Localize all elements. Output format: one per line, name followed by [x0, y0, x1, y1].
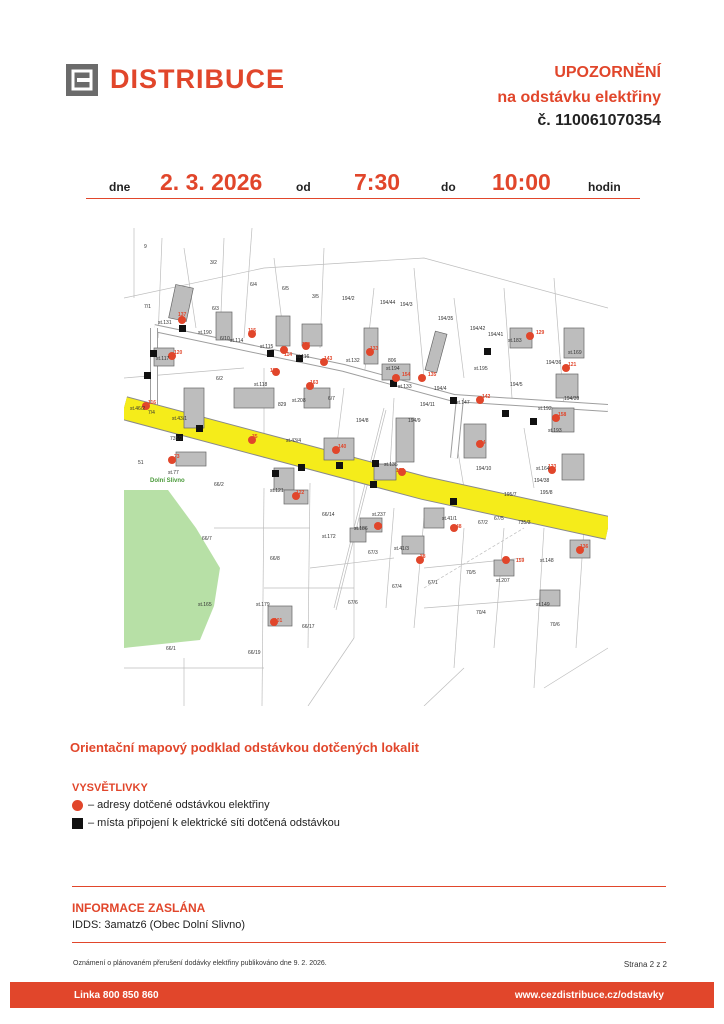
info-recipient: IDDS: 3amatz6 (Obec Dolní Slivno): [72, 919, 246, 931]
svg-text:194/5: 194/5: [510, 382, 523, 388]
svg-text:194/10: 194/10: [476, 466, 492, 472]
svg-text:67/2: 67/2: [478, 520, 488, 526]
svg-text:194/4: 194/4: [434, 386, 447, 392]
svg-text:st.237: st.237: [372, 512, 386, 518]
date-label: dne: [109, 180, 131, 194]
svg-text:806: 806: [388, 358, 397, 364]
svg-text:3/2: 3/2: [210, 260, 217, 266]
black-square-icon: [72, 818, 83, 829]
svg-text:st.194: st.194: [386, 366, 400, 372]
svg-text:122: 122: [296, 490, 305, 496]
svg-text:7/1: 7/1: [144, 304, 151, 310]
svg-text:st.179: st.179: [256, 602, 270, 608]
svg-text:st.77: st.77: [168, 470, 179, 476]
map-caption: Orientační mapový podklad odstávkou dotčených lokalit: [70, 740, 419, 755]
svg-text:142: 142: [482, 394, 491, 400]
svg-text:70/5: 70/5: [466, 570, 476, 576]
svg-text:113: 113: [270, 368, 279, 374]
svg-text:194/41: 194/41: [488, 332, 504, 338]
svg-text:st.116: st.116: [296, 354, 310, 360]
svg-text:st.41/1: st.41/1: [442, 516, 458, 522]
svg-text:67/3: 67/3: [368, 550, 378, 556]
svg-text:140: 140: [338, 444, 347, 450]
svg-text:829: 829: [278, 402, 287, 408]
svg-text:66/7: 66/7: [202, 536, 212, 542]
svg-text:st.208: st.208: [292, 398, 306, 404]
svg-text:st.133: st.133: [398, 384, 412, 390]
outage-date: 2. 3. 2026: [160, 169, 263, 195]
svg-text:st.193: st.193: [548, 428, 562, 434]
svg-text:st.147: st.147: [456, 400, 470, 406]
svg-text:66/1: 66/1: [166, 646, 176, 652]
svg-text:154: 154: [402, 372, 411, 378]
svg-text:st.114: st.114: [230, 338, 244, 344]
svg-text:195/7: 195/7: [504, 492, 517, 498]
svg-text:158: 158: [558, 412, 567, 418]
svg-text:143: 143: [324, 356, 333, 362]
svg-text:st.207: st.207: [496, 578, 510, 584]
hours-label: hodin: [588, 180, 621, 194]
svg-text:194/38: 194/38: [534, 478, 550, 484]
svg-text:38: 38: [420, 554, 426, 560]
svg-text:6/10: 6/10: [220, 336, 230, 342]
red-dot-icon: [72, 800, 83, 811]
svg-text:194/35: 194/35: [438, 316, 454, 322]
svg-text:st.46/2: st.46/2: [130, 406, 146, 412]
svg-text:st.164: st.164: [536, 466, 550, 472]
svg-text:120: 120: [174, 350, 183, 356]
svg-text:121: 121: [568, 362, 577, 368]
svg-text:67/4: 67/4: [392, 584, 402, 590]
svg-text:st.118: st.118: [254, 382, 268, 388]
svg-text:194/44: 194/44: [380, 300, 396, 306]
svg-text:66/17: 66/17: [302, 624, 315, 630]
info-divider-top: [72, 886, 666, 887]
svg-text:st.41/3: st.41/3: [394, 546, 410, 552]
svg-text:st.192: st.192: [538, 406, 552, 412]
svg-text:51: 51: [138, 460, 144, 466]
svg-text:st.117: st.117: [156, 356, 170, 362]
svg-text:134: 134: [396, 468, 405, 474]
svg-text:66/14: 66/14: [322, 512, 335, 518]
svg-text:st.131: st.131: [158, 320, 172, 326]
info-title: INFORMACE ZASLÁNA: [72, 901, 206, 915]
svg-text:st.43/1: st.43/1: [172, 416, 188, 422]
svg-text:6/7: 6/7: [328, 396, 335, 402]
svg-text:163: 163: [374, 524, 383, 530]
svg-text:st.165: st.165: [198, 602, 212, 608]
svg-text:123: 123: [548, 464, 557, 470]
svg-text:116: 116: [148, 400, 157, 406]
svg-text:st.195: st.195: [474, 366, 488, 372]
svg-text:st.183: st.183: [508, 338, 522, 344]
svg-text:735/2: 735/2: [170, 436, 183, 442]
from-time: 7:30: [354, 169, 401, 195]
svg-text:48: 48: [456, 524, 462, 530]
svg-text:73: 73: [174, 454, 180, 460]
svg-text:st.190: st.190: [198, 330, 212, 336]
svg-text:9: 9: [144, 244, 147, 250]
legend-text: – adresy dotčené odstávkou elektřiny: [88, 799, 270, 811]
to-label: do: [441, 180, 456, 194]
svg-text:163: 163: [310, 380, 319, 386]
to-time: 10:00: [492, 169, 551, 195]
svg-text:114: 114: [284, 352, 293, 358]
legend-title: VYSVĚTLIVKY: [72, 782, 148, 794]
svg-text:67/1: 67/1: [428, 580, 438, 586]
svg-text:112: 112: [302, 342, 311, 348]
svg-text:159: 159: [516, 558, 525, 564]
from-label: od: [296, 180, 311, 194]
svg-text:195/8: 195/8: [540, 490, 553, 496]
svg-text:194/36: 194/36: [546, 360, 562, 366]
svg-text:st.148: st.148: [540, 558, 554, 564]
legend-item-addresses: [72, 799, 270, 811]
schedule-divider: [86, 198, 640, 199]
svg-text:st.186: st.186: [354, 526, 368, 532]
svg-text:6/4: 6/4: [250, 282, 257, 288]
svg-text:735/3: 735/3: [518, 520, 531, 526]
page-indicator: Strana 2 z 2: [623, 960, 667, 969]
svg-text:35: 35: [252, 434, 258, 440]
svg-text:70/4: 70/4: [476, 610, 486, 616]
svg-text:66/19: 66/19: [248, 650, 261, 656]
svg-text:194/2: 194/2: [342, 296, 355, 302]
svg-text:st.149: st.149: [536, 602, 550, 608]
svg-text:6/3: 6/3: [212, 306, 219, 312]
svg-text:194/11: 194/11: [420, 402, 435, 408]
svg-text:st.115: st.115: [260, 344, 274, 350]
svg-text:6/2: 6/2: [216, 376, 223, 382]
svg-text:115: 115: [248, 328, 257, 334]
website-link[interactable]: www.cezdistribuce.cz/odstavky: [514, 990, 664, 1001]
svg-text:67/5: 67/5: [494, 516, 504, 522]
published-note: Oznámení o plánovaném přerušení dodávky elektřiny publikováno dne 9. 2. 2026.: [73, 960, 327, 967]
outage-map: [124, 228, 608, 706]
notice-number: č. 110061070354: [537, 112, 661, 129]
brand-name: DISTRIBUCE: [110, 64, 286, 94]
legend-item-connection-points: [72, 817, 340, 829]
svg-text:st.43/4: st.43/4: [286, 438, 302, 444]
info-divider-bottom: [72, 942, 666, 943]
svg-text:135: 135: [428, 372, 437, 378]
svg-text:129: 129: [536, 330, 545, 336]
notice-subtitle: na odstávku elektřiny: [497, 89, 661, 106]
legend-text: – místa připojení k elektrické síti dotčená odstávkou: [88, 817, 340, 829]
footer-bar: [10, 982, 714, 1008]
hotline: Linka 800 850 860: [74, 990, 159, 1001]
svg-text:st.135: st.135: [384, 462, 398, 468]
svg-text:194/3: 194/3: [400, 302, 413, 308]
svg-text:67/6: 67/6: [348, 600, 358, 606]
svg-text:194/9: 194/9: [408, 418, 421, 424]
svg-text:14: 14: [480, 440, 486, 446]
svg-text:136: 136: [580, 544, 589, 550]
svg-text:6/5: 6/5: [282, 286, 289, 292]
svg-text:66/2: 66/2: [214, 482, 224, 488]
svg-text:7/4: 7/4: [148, 410, 155, 416]
svg-text:3/5: 3/5: [312, 294, 319, 300]
svg-text:70/6: 70/6: [550, 622, 560, 628]
svg-text:st.172: st.172: [322, 534, 336, 540]
svg-text:194/42: 194/42: [470, 326, 486, 332]
svg-text:101: 101: [274, 618, 283, 624]
village-label: Dolní Slivno: [150, 478, 185, 484]
svg-text:66/8: 66/8: [270, 556, 280, 562]
cez-logo-icon: [66, 64, 98, 96]
svg-text:st.121: st.121: [270, 488, 284, 494]
notice-title: UPOZORNĚNÍ: [554, 64, 661, 81]
svg-text:133: 133: [370, 346, 379, 352]
svg-text:194/8: 194/8: [356, 418, 369, 424]
svg-text:194/39: 194/39: [564, 396, 580, 402]
svg-text:137: 137: [178, 312, 187, 318]
svg-text:st.132: st.132: [346, 358, 360, 364]
svg-text:st.169: st.169: [568, 350, 582, 356]
